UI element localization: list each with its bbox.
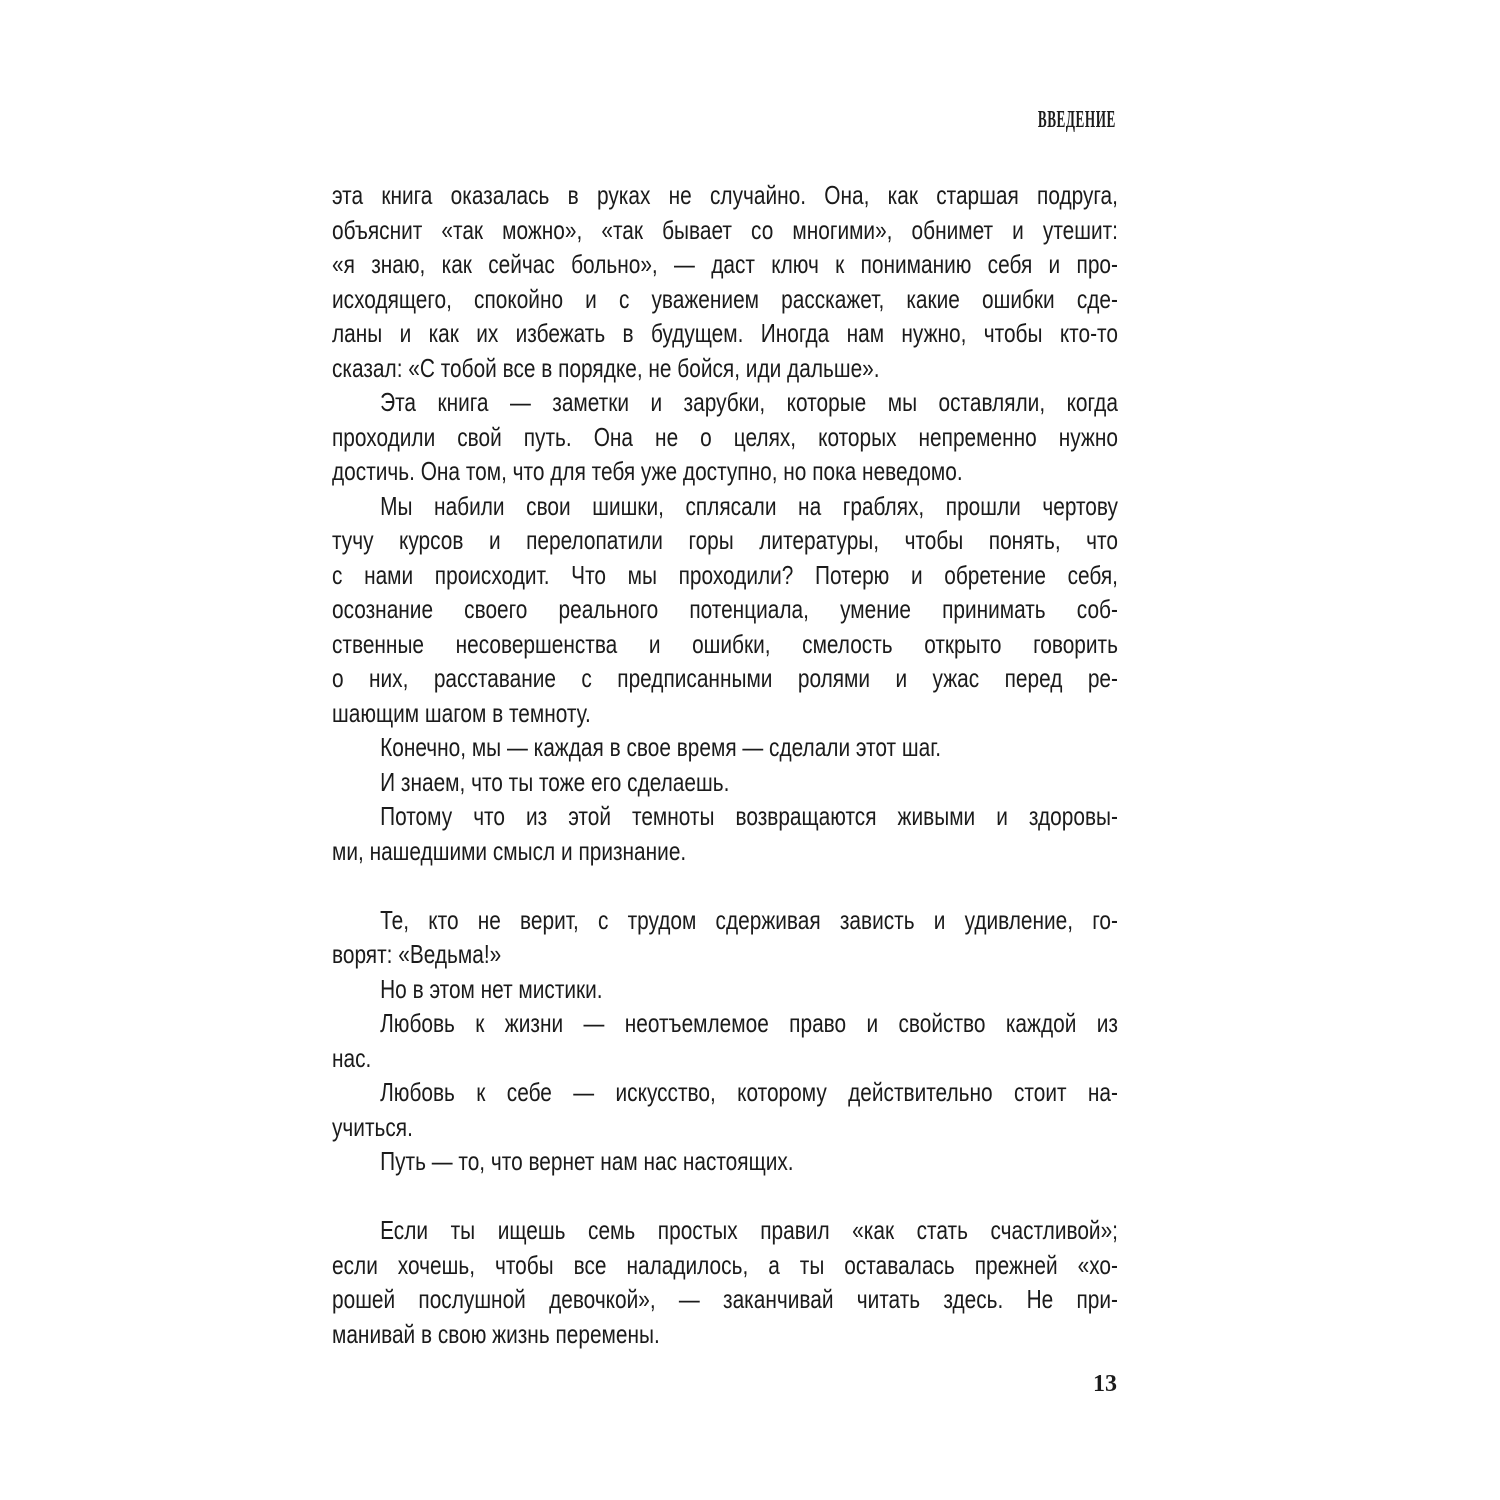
text-line: «я знаю, как сейчас больно», — даст ключ к пониманию себя и про- [332,249,1118,279]
paragraph [332,799,1118,868]
text-line: Потому что из этой темноты возвращаются живыми и здоровы- [380,801,1118,831]
text-line: Эта книга — заметки и зарубки, которые мы оставляли, когда [380,387,1118,417]
text-line: достичь. Она том, что для тебя уже доступно, но пока неведомо. [332,456,963,486]
text-line: шающим шагом в темноту. [332,697,591,728]
text-line: Любовь к себе — искусство, которому действительно стоит на- [380,1077,1118,1107]
paragraph [332,1006,1118,1075]
paragraph [332,765,1118,800]
page-number: 13 [1093,1371,1117,1397]
text-line: исходящего, спокойно и с уважением расскажет, какие ошибки сде- [332,283,1118,314]
text-line: Путь — то, что вернет нам нас настоящих. [380,1146,794,1176]
paragraph [332,489,1118,731]
paragraph [332,972,1118,1007]
paragraph [332,1144,1118,1179]
text-line: рошей послушной девочкой», — заканчивай читать здесь. Не при- [332,1284,1118,1314]
text-line: ворят: «Ведьма!» [332,939,502,969]
paragraph [332,178,1118,385]
body-text [332,178,1118,1351]
text-line: тучу курсов и перелопатили горы литературы, чтобы понять, что [332,525,1118,555]
text-line: Конечно, мы — каждая в свое время — сделали этот шаг. [380,732,942,762]
text-line: учиться. [332,1111,413,1142]
text-line: сказал: «С тобой все в порядке, не бойся, иди дальше». [332,352,880,383]
text-line: эта книга оказалась в руках не случайно. Она, как старшая подруга, [332,180,1118,210]
paragraph [332,1213,1118,1351]
text-line: нас. [332,1042,372,1073]
text-line: Те, кто не верит, с трудом сдерживая зависть и удивление, го- [380,904,1118,935]
paragraph [332,903,1118,972]
text-line: проходили свой путь. Она не о целях, которых непременно нужно [332,421,1118,452]
running-header: ВВЕДЕНИЕ [1037,107,1116,133]
text-line: с нами происходит. Что мы проходили? Потерю и обретение себя, [332,559,1118,590]
text-line: о них, расставание с предписанными ролями и ужас перед ре- [332,663,1118,693]
text-line: И знаем, что ты тоже его сделаешь. [380,766,730,797]
text-line: Если ты ищешь семь простых правил «как стать счастливой»; [380,1215,1118,1245]
paragraph [332,385,1118,489]
text-line: ланы и как их избежать в будущем. Иногда нам нужно, чтобы кто-то [332,318,1118,348]
text-line: Мы набили свои шишки, сплясали на граблях, прошли чертову [380,490,1118,521]
text-line: манивай в свою жизнь перемены. [332,1318,660,1349]
text-line: осознание своего реального потенциала, умение принимать соб- [332,594,1118,624]
paragraph [332,1075,1118,1144]
text-line: объяснит «так можно», «так бывает со многими», обнимет и утешит: [332,214,1118,245]
text-line: Любовь к жизни — неотъемлемое право и свойство каждой из [380,1008,1118,1038]
text-line: если хочешь, чтобы все наладилось, а ты оставалась прежней «хо- [332,1249,1118,1280]
text-line: ственные несовершенства и ошибки, смелость открыто говорить [332,628,1118,659]
text-line: Но в этом нет мистики. [380,973,603,1004]
paragraph [332,730,1118,765]
text-line: ми, нашедшими смысл и признание. [332,835,687,866]
